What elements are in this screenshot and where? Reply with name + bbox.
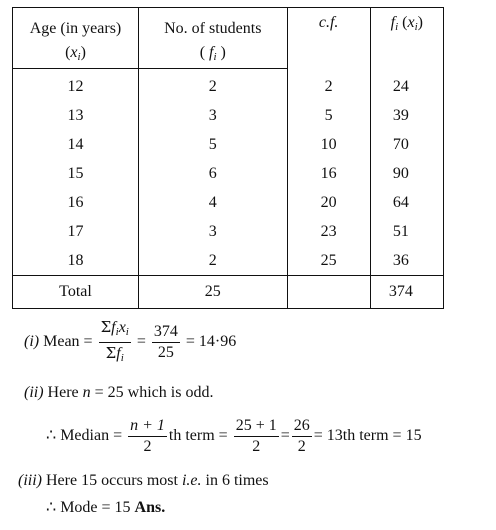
mean-fraction: $\frac{\Sigma f_ix_i}{\Sigma f_i}$ — [100, 318, 129, 364]
cell-students: 2 — [139, 246, 288, 276]
frequency-table — [12, 7, 444, 309]
header-students-var: ( $f_i$ ) — [139, 38, 288, 69]
cell-fx: 36 — [370, 246, 443, 276]
median-line: ∴ Median = $\frac{n + 1}{2}$ th term = $\frac{25 + 1}{2}$ = $\frac{26}{2}$ = 13th term = 15 — [46, 417, 422, 455]
ans-label: Ans. — [134, 499, 166, 516]
cell-students: 6 — [139, 159, 288, 188]
total-label: Total — [13, 276, 139, 309]
cell-cf: 2 — [287, 69, 370, 102]
header-fx: $f_i$ $(x_i)$ — [370, 8, 443, 69]
part-label: (i) — [24, 333, 40, 351]
total-cf — [287, 276, 370, 309]
header-age: Age (in years) — [13, 8, 139, 39]
cell-cf: 16 — [287, 159, 370, 188]
median-intro: (ii) Here n = 25 which is odd. — [24, 384, 214, 401]
total-fx: 374 — [370, 276, 443, 309]
cell-age: 13 — [13, 101, 139, 130]
header-cf: c.f. — [287, 8, 370, 69]
cell-students: 3 — [139, 217, 288, 246]
cell-cf: 5 — [287, 101, 370, 130]
cell-age: 14 — [13, 130, 139, 159]
cell-cf: 10 — [287, 130, 370, 159]
cell-fx: 64 — [370, 188, 443, 217]
header-age-var: $(x_i)$ — [13, 38, 139, 69]
table-row — [13, 69, 444, 102]
median-result: = 13th term = 15 — [313, 427, 422, 445]
table-row — [13, 130, 444, 159]
cell-students: 5 — [139, 130, 288, 159]
mode-text: Mode = 15 — [60, 499, 131, 516]
cell-fx: 51 — [370, 217, 443, 246]
cell-fx: 90 — [370, 159, 443, 188]
mean-text: Mean = — [43, 333, 93, 351]
header-students: No. of students — [139, 8, 288, 39]
mean-result: = 14·96 — [185, 333, 237, 351]
cell-age: 12 — [13, 69, 139, 102]
table-row — [13, 217, 444, 246]
cell-cf: 25 — [287, 246, 370, 276]
cell-cf: 23 — [287, 217, 370, 246]
table-row — [13, 246, 444, 276]
cell-age: 16 — [13, 188, 139, 217]
cell-students: 3 — [139, 101, 288, 130]
cell-fx: 70 — [370, 130, 443, 159]
cell-age: 18 — [13, 246, 139, 276]
mean-line: (i) Mean = $\frac{\Sigma f_ix_i}{\Sigma f_i}$ = $\frac{374}{25}$ = 14·96 — [24, 318, 236, 367]
total-students: 25 — [139, 276, 288, 309]
cell-students: 4 — [139, 188, 288, 217]
mode-line: ∴ Mode = 15 Ans. — [46, 499, 166, 516]
table-row — [13, 101, 444, 130]
table-row — [13, 159, 444, 188]
total-row — [13, 276, 444, 309]
cell-cf: 20 — [287, 188, 370, 217]
cell-age: 15 — [13, 159, 139, 188]
cell-age: 17 — [13, 217, 139, 246]
table-row — [13, 188, 444, 217]
cell-fx: 24 — [370, 69, 443, 102]
mean-value-fraction: $\frac{374}{25}$ — [153, 323, 178, 361]
cell-fx: 39 — [370, 101, 443, 130]
mode-intro: (iii) Here 15 occurs most i.e. in 6 times — [18, 472, 269, 489]
cell-students: 2 — [139, 69, 288, 102]
